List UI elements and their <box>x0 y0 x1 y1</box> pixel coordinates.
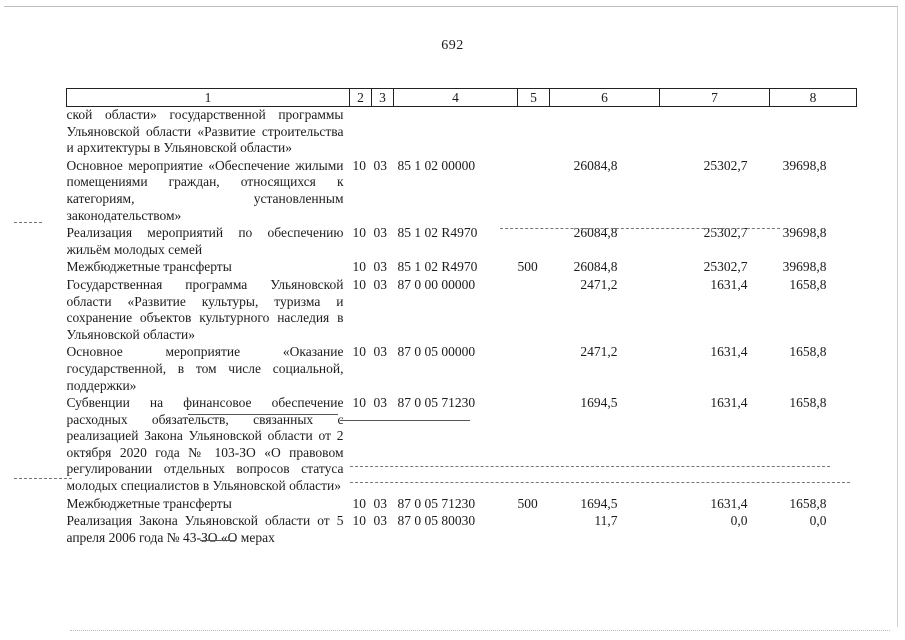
row-name-cell: ской области» государственной программы Ульяновской области «Развитие строительства и архитектуры в Ульяновской области» <box>66 107 344 156</box>
table-header-row <box>67 89 857 107</box>
row-name-cell: Межбюджетные трансферты <box>66 259 232 275</box>
row-name-cell: Основное мероприятие «Оказание государственной, в том числе социальной, поддержки» <box>66 344 344 393</box>
page-number: 692 <box>441 38 464 53</box>
row-subsection-cell: 03 <box>373 395 387 411</box>
row-section-cell: 10 <box>352 157 366 173</box>
row-type-cell <box>518 513 550 547</box>
row-section-cell <box>350 107 372 158</box>
row-value-col8-cell: 1658,8 <box>789 276 827 292</box>
row-value-col7-cell: 25302,7 <box>703 225 748 241</box>
scan-mark <box>188 414 338 415</box>
budget-table <box>66 88 857 547</box>
row-type-cell <box>518 158 550 225</box>
row-value-col7-cell: 1631,4 <box>710 276 748 292</box>
row-code-cell: 87 0 05 71230 <box>397 395 476 411</box>
row-subsection-cell <box>372 107 394 158</box>
budget-table-wrapper <box>66 88 856 547</box>
row-name-cell: Межбюджетные трансферты <box>66 495 232 511</box>
column-header-5: 5 <box>518 89 550 107</box>
table-row <box>67 259 857 277</box>
row-section-cell: 10 <box>352 395 366 411</box>
row-name-cell: Основное мероприятие «Обеспечение жилыми помещениями граждан, относящихся к категориям, установленным законодательством» <box>66 157 344 223</box>
table-row <box>67 277 857 344</box>
row-code-cell: 85 1 02 00000 <box>397 157 476 173</box>
row-type-cell <box>518 344 550 395</box>
scan-artifact <box>70 630 890 631</box>
row-code-cell: 85 1 02 R4970 <box>397 259 478 275</box>
column-header-4: 4 <box>394 89 518 107</box>
row-code-cell: 87 0 05 00000 <box>397 344 476 360</box>
scan-mark <box>500 228 780 229</box>
row-section-cell: 10 <box>352 513 366 529</box>
row-value-col8-cell <box>770 107 857 158</box>
row-type-cell <box>518 107 550 158</box>
row-section-cell: 10 <box>352 259 366 275</box>
row-section-cell: 10 <box>352 276 366 292</box>
row-value-col7-cell: 25302,7 <box>703 157 748 173</box>
row-value-col6-cell: 26084,8 <box>573 157 618 173</box>
row-value-col7-cell: 1631,4 <box>710 495 748 511</box>
table-row <box>67 496 857 514</box>
row-value-col6-cell: 1694,5 <box>580 395 618 411</box>
row-value-col8-cell: 1658,8 <box>789 395 827 411</box>
row-value-col7-cell <box>660 107 770 158</box>
row-value-col8-cell: 0,0 <box>809 513 827 529</box>
row-subsection-cell: 03 <box>373 344 387 360</box>
column-header-7: 7 <box>660 89 770 107</box>
row-name-cell: Государственная программа Ульяновской области «Развитие культуры, туризма и сохранение объектов культурного наследия в Ульяновской области» <box>66 276 344 342</box>
row-name-cell: Реализация Закона Ульяновской области от 5 апреля 2006 года № 43-ЗО «О мерах <box>66 513 344 545</box>
row-type-cell <box>518 277 550 344</box>
row-value-col6-cell: 1694,5 <box>580 495 618 511</box>
scan-mark <box>14 222 42 223</box>
row-subsection-cell: 03 <box>373 225 387 241</box>
row-value-col8-cell: 39698,8 <box>782 157 827 173</box>
row-subsection-cell: 03 <box>373 513 387 529</box>
row-subsection-cell: 03 <box>373 157 387 173</box>
row-value-col6-cell: 2471,2 <box>580 276 618 292</box>
row-value-col7-cell: 25302,7 <box>703 259 748 275</box>
scan-mark <box>340 420 470 421</box>
row-value-col8-cell: 1658,8 <box>789 344 827 360</box>
table-row <box>67 225 857 259</box>
scan-mark <box>200 540 236 541</box>
column-header-2: 2 <box>350 89 372 107</box>
row-subsection-cell: 03 <box>373 259 387 275</box>
column-header-8: 8 <box>770 89 857 107</box>
row-value-col6-cell: 2471,2 <box>580 344 618 360</box>
row-subsection-cell: 03 <box>373 276 387 292</box>
row-value-col8-cell: 39698,8 <box>782 225 827 241</box>
column-header-6: 6 <box>550 89 660 107</box>
row-value-col7-cell: 0,0 <box>730 513 748 529</box>
row-name-cell: Реализация мероприятий по обеспечению жильём молодых семей <box>66 225 344 257</box>
row-code-cell: 87 0 05 80030 <box>397 513 476 529</box>
table-row <box>67 344 857 395</box>
row-value-col8-cell: 39698,8 <box>782 259 827 275</box>
scan-mark <box>350 466 830 467</box>
row-type-cell: 500 <box>517 259 538 275</box>
row-name-cell: Субвенции на финансовое обеспечение расходных обязательств, связанных с реализацией Закона Ульяновской области от 2 октября 2020 года № 103-ЗО «О правовом регулировании отдельных вопросов статуса молодых специалистов в Ульяновской области» <box>66 395 344 494</box>
row-type-cell: 500 <box>517 495 538 511</box>
scan-mark <box>14 478 72 479</box>
row-code-cell: 87 0 05 71230 <box>397 495 476 511</box>
row-value-col6-cell <box>550 107 660 158</box>
table-row <box>67 158 857 225</box>
row-type-cell <box>518 225 550 259</box>
row-section-cell: 10 <box>352 495 366 511</box>
row-value-col6-cell: 26084,8 <box>573 259 618 275</box>
column-header-1: 1 <box>67 89 350 107</box>
row-section-cell: 10 <box>352 225 366 241</box>
row-value-col8-cell: 1658,8 <box>789 495 827 511</box>
scan-mark <box>350 482 850 483</box>
row-value-col6-cell: 26084,8 <box>573 225 618 241</box>
row-code-cell: 85 1 02 R4970 <box>397 225 478 241</box>
table-row <box>67 513 857 547</box>
row-value-col6-cell: 11,7 <box>594 513 618 529</box>
row-code-cell <box>394 107 518 158</box>
row-type-cell <box>518 395 550 496</box>
table-row <box>67 107 857 158</box>
row-section-cell: 10 <box>352 344 366 360</box>
row-value-col7-cell: 1631,4 <box>710 344 748 360</box>
row-subsection-cell: 03 <box>373 495 387 511</box>
row-value-col7-cell: 1631,4 <box>710 395 748 411</box>
table-row <box>67 395 857 496</box>
column-header-3: 3 <box>372 89 394 107</box>
row-code-cell: 87 0 00 00000 <box>397 276 476 292</box>
